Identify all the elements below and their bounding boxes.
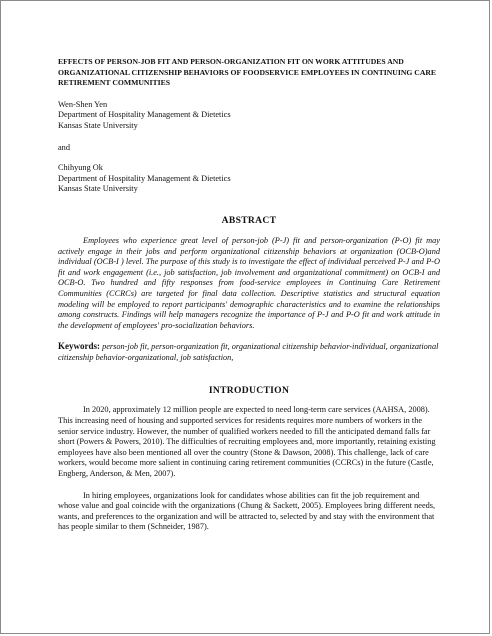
keywords-label: Keywords: bbox=[58, 341, 100, 352]
author-department: Department of Hospitality Management & Dietetics bbox=[58, 110, 231, 120]
paper-title: EFFECTS OF PERSON-JOB FIT AND PERSON-ORGANIZATION FIT ON WORK ATTITUDES AND ORGANIZATIONAL CITIZENSHIP BEHAVIORS OF FOODSERVICE EMPLOYEES IN CONTINUING CARE RETIREMENT COMMUNITIES bbox=[58, 57, 437, 88]
author-name: Wen-Shen Yen bbox=[58, 99, 108, 109]
introduction-heading: INTRODUCTION bbox=[208, 385, 290, 397]
author-university: Kansas State University bbox=[58, 184, 138, 194]
introduction-paragraph-1: In 2020, approximately 12 million people are expected to need long-term care services (AAHSA, 2008). This increasing need of housing and supported services for residents requires more numbers of workers in the senior service industry. However, the number of qualified workers needed to fill the anticipated demand falls far short (Powers & Powers, 2010). The difficulties of recruiting employees and, more importantly, retaining existing employees have also been mentioned all over the country (Stone & Dawson, 2008). This challenge, lack of care workers, would become more salient in continuing caring retirement communities (CCRCs) in the future (Castle, Engberg, Anderson, & Men, 2007). bbox=[58, 405, 436, 479]
abstract-text: Employees who experience great level of person-job (P-J) fit and person-organization (P-O) fit may actively engage in their jobs and perform organizational citizenship behaviors at organization (OCB-O)and individual (OCB-I ) level. The purpose of this study is to investigate the effect of individual perceived P-J and P-O fit and work engagement (i.e., job satisfaction, job involvement and organizational commitment) on OCB-I and OCB-O. Two hundred and fifty responses from food-service employees in Continuing Care Retirement Communities (CCRCs) are targeted for final data collection. Descriptive statistics and structural equation modeling will be employed to report participants' demographic characteristics and to examine the relationships among constructs. Findings will help managers recognize the importance of P-J and P-O fit and work attitude in the development of employees' pro-socialization behaviors. bbox=[58, 235, 440, 330]
keywords-line bbox=[58, 341, 440, 363]
author-separator: and bbox=[58, 142, 70, 152]
author-university: Kansas State University bbox=[58, 120, 138, 130]
author-name: Chihyung Ok bbox=[58, 163, 103, 173]
page-content bbox=[58, 57, 440, 544]
author-department: Department of Hospitality Management & Dietetics bbox=[58, 173, 231, 183]
author-block-1 bbox=[58, 100, 440, 132]
introduction-paragraph-2: In hiring employees, organizations look for candidates whose abilities can fit the job requirement and whose value and goal coincide with the organizations (Chung & Sackett, 2005). Employees bring different needs, wants, and preferences to the organization and will be attracted to, selected by and stay with the environment that has people similar to them (Schneider, 1987). bbox=[58, 490, 436, 532]
abstract-heading: ABSTRACT bbox=[221, 214, 277, 226]
keywords-text: person-job fit, person-organization fit, organizational citizenship behavior-individual, organizational citizenship behavior-organizational, job satisfaction, bbox=[58, 342, 439, 362]
author-block-2 bbox=[58, 163, 440, 195]
